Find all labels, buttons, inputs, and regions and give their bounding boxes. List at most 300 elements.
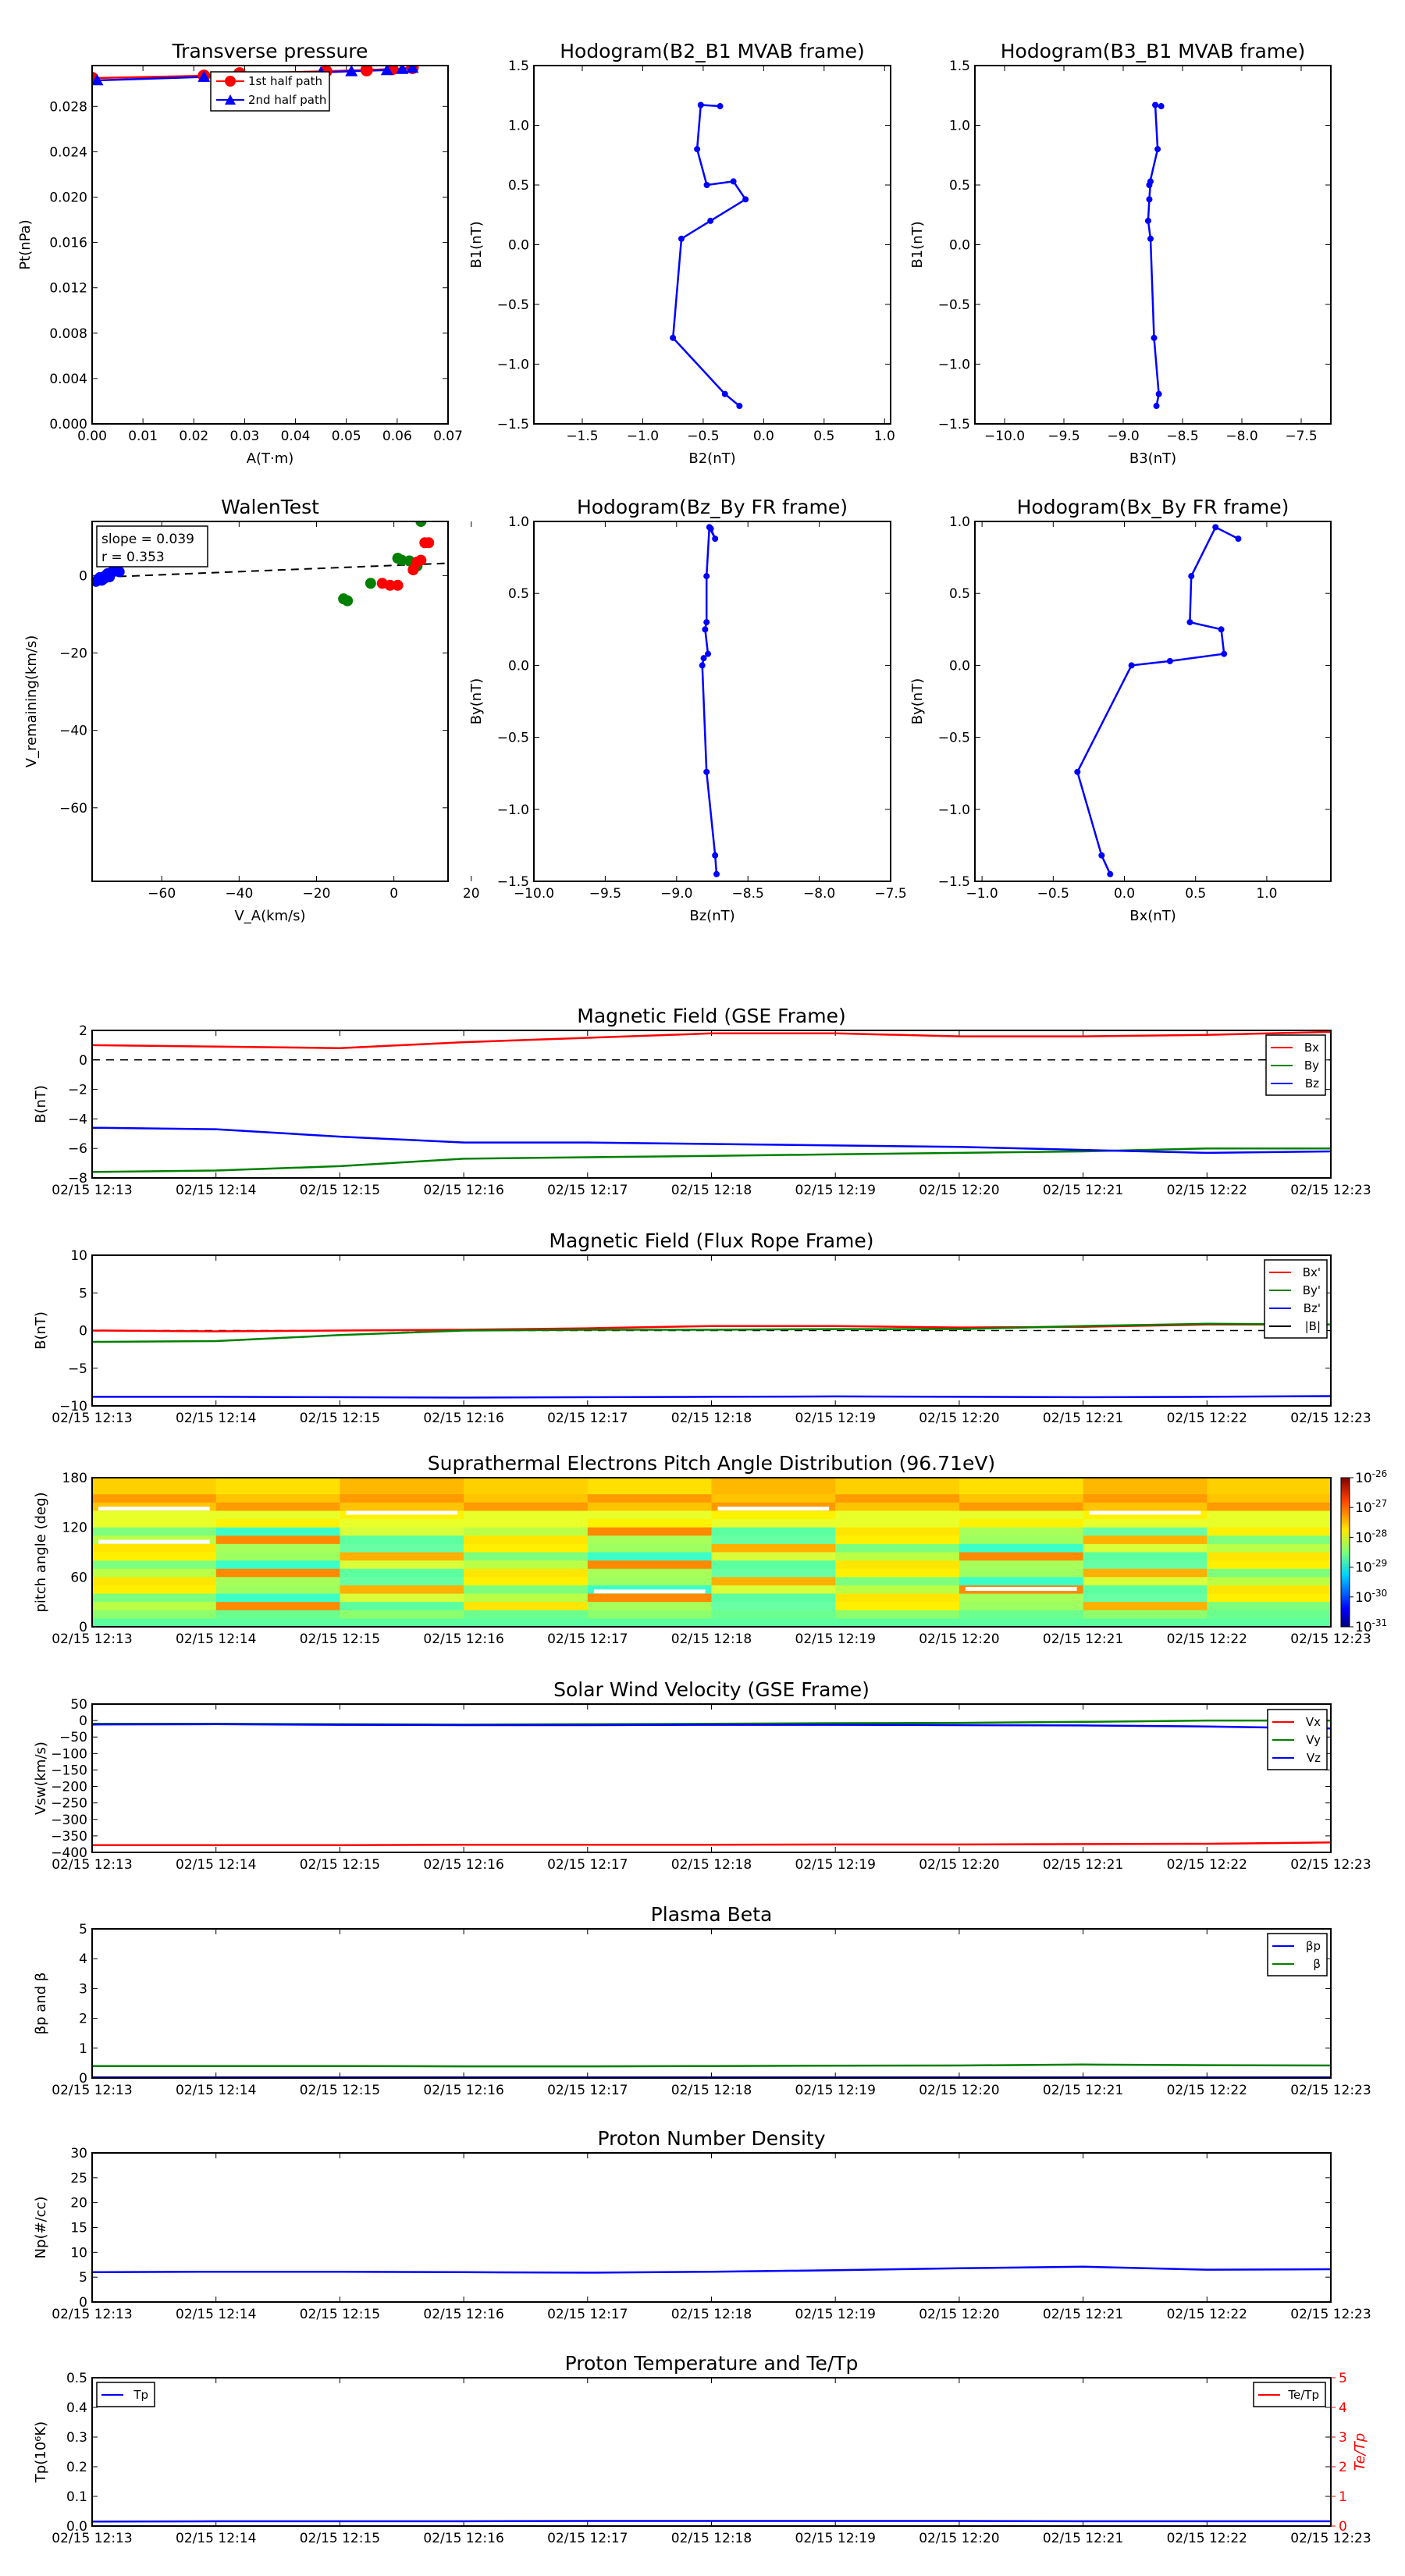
magnetic-field-gse-panel — [33, 1005, 1371, 1198]
y-tick-label: 0.016 — [49, 235, 87, 251]
plot-area — [92, 1929, 1331, 2078]
y-tick-label: −4 — [67, 1112, 87, 1128]
legend-label: Te/Tp — [1288, 2388, 1319, 2402]
x-tick-label: 02/15 12:23 — [1290, 2083, 1371, 2098]
x-tick-label: 02/15 12:23 — [1290, 2307, 1371, 2322]
pad-cell — [588, 1510, 712, 1519]
legend-label: By' — [1302, 1283, 1321, 1297]
pad-cell — [340, 1602, 464, 1610]
y-tick-label: 1.0 — [507, 514, 529, 530]
y-tick-label: 15 — [70, 2220, 87, 2236]
pad-cell — [464, 1577, 588, 1585]
hodogram-point — [707, 218, 713, 224]
y-axis-label: V_remaining(km/s) — [23, 635, 40, 768]
panel-title: Proton Number Density — [597, 2127, 826, 2150]
pad-cell — [588, 1528, 712, 1536]
y-tick-label: 1.0 — [507, 118, 529, 134]
pad-cell — [464, 1544, 588, 1553]
panel-title: Proton Temperature and Te/Tp — [564, 2352, 859, 2375]
pad-cell — [92, 1544, 216, 1553]
pad-cell — [1207, 1560, 1331, 1569]
pad-cell — [1083, 1478, 1208, 1486]
hodogram-point — [698, 101, 704, 108]
hodogram-point — [703, 573, 710, 579]
x-tick-label: 02/15 12:18 — [670, 2307, 752, 2322]
y-tick-label: −1.0 — [937, 357, 970, 373]
pad-cell — [959, 1594, 1083, 1603]
y-axis-label: Tp(10⁶K) — [33, 2421, 49, 2483]
pad-cell — [835, 1602, 959, 1610]
hodogram-point — [694, 146, 700, 152]
x-tick-label: 02/15 12:17 — [547, 2531, 628, 2546]
y-tick-label: 1.0 — [948, 118, 970, 134]
pad-cell — [1083, 1503, 1208, 1511]
y-tick-label: −0.5 — [496, 730, 529, 746]
x-tick-label: 0.01 — [128, 429, 158, 444]
x-tick-label: 02/15 12:18 — [670, 2083, 752, 2098]
x-tick-label: 02/15 12:13 — [52, 1631, 133, 1647]
y-tick-label: 1.0 — [948, 514, 970, 530]
pad-cell — [340, 1585, 464, 1594]
x-tick-label: −0.5 — [1037, 886, 1069, 902]
legend — [1266, 1035, 1325, 1095]
x-tick-label: 02/15 12:18 — [670, 1183, 752, 1198]
pad-cell — [588, 1486, 712, 1495]
y-tick-label: 0.5 — [948, 178, 970, 194]
pad-cell — [588, 1602, 712, 1610]
hodogram-bx-by-panel — [909, 496, 1331, 924]
y-axis-label: Vsw(km/s) — [33, 1742, 49, 1815]
pad-cell — [959, 1544, 1083, 1553]
x-tick-label: 02/15 12:22 — [1166, 1857, 1247, 1873]
pad-cell — [712, 1577, 836, 1585]
pad-cell — [1207, 1494, 1331, 1503]
y-tick-label: 0.020 — [49, 190, 87, 206]
colorbar-label: $10^{-28}$ — [1355, 1528, 1388, 1546]
plot-area — [975, 521, 1331, 881]
pad-cell — [1083, 1618, 1208, 1627]
pad-cell — [1083, 1494, 1208, 1503]
pad-cell — [92, 1560, 216, 1569]
x-tick-label: 0.06 — [382, 429, 412, 444]
pad-cell — [1207, 1535, 1331, 1544]
y-tick-label: −0.5 — [496, 297, 529, 313]
hodogram-point — [1158, 103, 1165, 109]
plot-area — [92, 66, 448, 424]
x-tick-label: 02/15 12:22 — [1166, 2083, 1247, 2098]
pad-cell — [959, 1553, 1083, 1561]
pad-cell — [1083, 1560, 1208, 1569]
pad-cell — [712, 1602, 836, 1610]
x-tick-label: 0.04 — [280, 429, 311, 444]
x-tick-label: 02/15 12:20 — [919, 1631, 1000, 1647]
pad-cell — [588, 1494, 712, 1503]
y-tick-label: 10 — [70, 2245, 87, 2261]
pad-cell — [464, 1602, 588, 1610]
pad-cell — [1083, 1577, 1208, 1585]
colorbar-bar — [1341, 1478, 1350, 1627]
pitch-angle-panel — [33, 1452, 1387, 1647]
y-tick-label: 5 — [79, 2270, 87, 2286]
x-tick-label: −20 — [302, 886, 331, 902]
panel-title: Hodogram(Bx_By FR frame) — [1016, 496, 1289, 518]
y-tick-label: 0 — [79, 1620, 87, 1635]
pad-cell — [588, 1535, 712, 1544]
y-tick-label: −40 — [59, 723, 87, 739]
series-line-2 — [92, 1397, 1331, 1398]
legend — [1268, 1710, 1327, 1770]
pad-cell — [712, 1478, 836, 1486]
x-tick-label: 02/15 12:17 — [547, 2307, 628, 2322]
pad-cell — [712, 1618, 836, 1627]
pad-cell — [588, 1618, 712, 1627]
hodogram-point — [1152, 101, 1158, 108]
x-tick-label: 02/15 12:14 — [176, 1411, 257, 1426]
y-tick-label: 0.024 — [49, 144, 87, 161]
x-tick-label: 02/15 12:19 — [795, 2307, 876, 2322]
pad-cell — [835, 1618, 959, 1627]
panel-title: Solar Wind Velocity (GSE Frame) — [553, 1678, 870, 1701]
y-tick-label: 1.5 — [948, 59, 970, 74]
pad-cell — [1083, 1528, 1208, 1536]
pad-cell — [340, 1519, 464, 1528]
pad-cell — [1083, 1519, 1208, 1528]
y-tick-label: −8 — [67, 1171, 87, 1187]
pad-cell — [1083, 1535, 1208, 1544]
x-tick-label: 02/15 12:15 — [299, 1857, 381, 1873]
hodogram-point — [712, 535, 718, 542]
x-tick-label: 02/15 12:13 — [52, 2307, 133, 2322]
x-tick-label: 1.0 — [873, 429, 895, 444]
pad-cell — [340, 1594, 464, 1603]
colorbar-label: $10^{-26}$ — [1355, 1468, 1388, 1486]
pad-cell — [712, 1553, 836, 1561]
pad-cell — [712, 1486, 836, 1495]
x-tick-label: −7.5 — [1285, 429, 1318, 444]
pad-cell — [959, 1560, 1083, 1569]
x-tick-label: 02/15 12:19 — [795, 1857, 876, 1873]
pad-cell — [959, 1610, 1083, 1619]
pad-cell — [959, 1510, 1083, 1519]
pad-cell — [835, 1610, 959, 1619]
x-tick-label: 02/15 12:23 — [1290, 2531, 1371, 2546]
legend-marker-1st-half — [225, 76, 236, 87]
slope-text: slope = 0.039 — [101, 532, 194, 547]
y-tick-label: 0.000 — [49, 417, 87, 432]
pad-cell — [464, 1585, 588, 1594]
x-tick-label: 02/15 12:13 — [52, 1411, 133, 1426]
data-layer — [92, 2521, 1331, 2522]
legend-label-2nd-half: 2nd half path — [248, 93, 327, 107]
pad-cell — [1083, 1585, 1208, 1594]
panel-title: WalenTest — [221, 496, 319, 518]
hodogram-b3-b1-panel — [909, 40, 1331, 467]
pad-cell — [959, 1486, 1083, 1495]
y-axis-label: B1(nT) — [909, 221, 926, 269]
pad-cell — [959, 1503, 1083, 1511]
pad-cell — [216, 1569, 340, 1578]
x-tick-label: 02/15 12:13 — [52, 1857, 133, 1873]
pad-cell — [216, 1486, 340, 1495]
x-tick-label: 02/15 12:16 — [423, 1411, 504, 1426]
x-tick-label: 0.02 — [179, 429, 209, 444]
pad-cell — [1207, 1594, 1331, 1603]
x-tick-label: 02/15 12:14 — [176, 2307, 257, 2322]
y-axis-label: B1(nT) — [468, 221, 485, 269]
pad-cell — [1207, 1569, 1331, 1578]
pad-cell — [959, 1569, 1083, 1578]
pad-cell — [712, 1544, 836, 1553]
x-tick-label: −8.5 — [731, 886, 764, 902]
x-tick-label: −1.0 — [626, 429, 660, 444]
y-tick-label: 1 — [79, 2041, 87, 2057]
x-tick-label: 02/15 12:16 — [423, 2083, 504, 2098]
y-tick-label: 0.028 — [49, 99, 87, 116]
y-tick-label: 0 — [79, 568, 87, 585]
y-tick-label: −350 — [51, 1828, 87, 1845]
y-tick-label: −6 — [67, 1141, 87, 1158]
plasma-beta-panel — [33, 1903, 1371, 2098]
legend-label: Bz — [1304, 1076, 1319, 1091]
x-tick-label: 02/15 12:20 — [919, 2307, 1000, 2322]
panel-title: Hodogram(Bz_By FR frame) — [576, 496, 848, 518]
pad-cell — [835, 1594, 959, 1603]
legend-label: By — [1304, 1059, 1319, 1073]
pad-cell — [464, 1560, 588, 1569]
x-tick-label: 02/15 12:14 — [176, 2083, 257, 2098]
y-tick-label: −20 — [59, 646, 87, 662]
pad-cell — [1083, 1610, 1208, 1619]
pad-cell — [216, 1560, 340, 1569]
pad-cell — [1083, 1544, 1208, 1553]
pad-cell — [216, 1510, 340, 1519]
panel-title: Magnetic Field (Flux Rope Frame) — [549, 1229, 874, 1252]
x-tick-label: −9.0 — [1107, 429, 1140, 444]
legend-label: β — [1313, 1957, 1321, 1971]
pad-cell — [340, 1544, 464, 1553]
pad-cell — [92, 1569, 216, 1578]
y-tick-label: −10 — [59, 1399, 87, 1414]
y-tick-label: 0.004 — [49, 371, 87, 387]
x-tick-label: −7.5 — [874, 886, 907, 902]
y-tick-label: 0.5 — [948, 586, 970, 603]
y2-tick-label: 2 — [1339, 2460, 1347, 2475]
pad-cell — [216, 1494, 340, 1503]
hodogram-point — [1098, 852, 1104, 859]
x-tick-label: 02/15 12:19 — [795, 1631, 876, 1647]
x-axis-label: A(T·m) — [246, 450, 294, 467]
pad-cell — [464, 1510, 588, 1519]
pad-cell — [464, 1519, 588, 1528]
pad-cell — [712, 1560, 836, 1569]
x-tick-label: 02/15 12:15 — [299, 1411, 381, 1426]
pad-cell — [464, 1486, 588, 1495]
pad-cell — [92, 1494, 216, 1503]
y-tick-label: −5 — [67, 1361, 87, 1377]
pad-cell — [712, 1569, 836, 1578]
colorbar-label: $10^{-31}$ — [1355, 1617, 1388, 1635]
pad-cell — [340, 1560, 464, 1569]
y-tick-label: 3 — [79, 1981, 87, 1998]
x-tick-label: 0.0 — [1113, 886, 1136, 902]
hodogram-point — [731, 178, 737, 184]
walen-point-red — [393, 580, 404, 591]
colorbar — [1341, 1468, 1387, 1635]
y-tick-label: 0.012 — [49, 280, 87, 297]
x-tick-label: 02/15 12:17 — [547, 2083, 628, 2098]
legend-label: Vx — [1305, 1715, 1321, 1729]
y-tick-label: −1.5 — [496, 417, 529, 432]
x-tick-label: 02/15 12:21 — [1042, 1631, 1124, 1647]
pad-cell — [835, 1519, 959, 1528]
hodogram-point — [699, 662, 706, 668]
x-tick-label: 02/15 12:14 — [176, 2531, 257, 2546]
x-tick-label: 02/15 12:17 — [547, 1411, 628, 1426]
y-tick-label: 2 — [79, 2011, 87, 2027]
pad-cell — [216, 1528, 340, 1536]
y-tick-label: −1.5 — [937, 874, 970, 890]
pad-cell — [959, 1494, 1083, 1503]
x-tick-label: 02/15 12:19 — [795, 2083, 876, 2098]
pad-cell — [1207, 1544, 1331, 1553]
pad-cell — [588, 1503, 712, 1511]
legend-label-1st-half: 1st half path — [248, 74, 323, 88]
y-tick-label: 60 — [70, 1570, 87, 1586]
y-axis-label: βp and β — [33, 1972, 49, 2035]
pad-cell — [464, 1569, 588, 1578]
x-tick-label: 02/15 12:18 — [670, 2531, 752, 2546]
x-axis-label: Bx(nT) — [1129, 908, 1176, 924]
hodogram-point — [1154, 146, 1161, 152]
x-tick-label: −40 — [225, 886, 254, 902]
hodogram-point — [717, 103, 724, 109]
pad-cell — [1207, 1519, 1331, 1528]
pad-cell — [588, 1577, 712, 1585]
hodogram-point — [712, 852, 718, 859]
pad-cell — [835, 1535, 959, 1544]
hodogram-point — [708, 525, 714, 532]
pad-cell — [959, 1478, 1083, 1486]
plot-area — [92, 2378, 1331, 2526]
y-tick-label: 0.1 — [66, 2489, 87, 2505]
x-tick-label: 0.00 — [77, 429, 107, 444]
y-tick-label: −1.5 — [496, 874, 529, 890]
x-tick-label: 02/15 12:15 — [299, 2083, 381, 2098]
pad-cell — [1207, 1528, 1331, 1536]
x-tick-label: 0.5 — [813, 429, 835, 444]
pad-gap — [98, 1507, 210, 1510]
hodogram-point — [736, 403, 742, 409]
y-tick-label: 180 — [62, 1471, 87, 1486]
magnetic-field-flux-rope-panel — [33, 1229, 1371, 1426]
colorbar-label: $10^{-29}$ — [1355, 1557, 1388, 1576]
hodogram-point — [1188, 573, 1194, 579]
x-tick-label: 02/15 12:15 — [299, 2307, 381, 2322]
x-tick-label: 02/15 12:20 — [919, 1183, 1000, 1198]
pad-gap — [98, 1540, 210, 1544]
pad-cell — [92, 1519, 216, 1528]
pad-cell — [464, 1610, 588, 1619]
x-tick-label: −10.0 — [984, 429, 1026, 444]
legend-label: Vz — [1306, 1751, 1321, 1765]
pad-cell — [1083, 1602, 1208, 1610]
x-tick-label: 02/15 12:18 — [670, 1631, 752, 1647]
y-tick-label: −400 — [51, 1845, 87, 1861]
pad-cell — [216, 1585, 340, 1594]
y2-axis-label: Te/Tp — [1352, 2432, 1368, 2471]
pad-gap — [1090, 1510, 1201, 1514]
pad-cell — [835, 1503, 959, 1511]
y-tick-label: 0.4 — [66, 2400, 87, 2416]
pad-cell — [588, 1519, 712, 1528]
x-tick-label: 02/15 12:16 — [423, 1183, 504, 1198]
pad-cell — [216, 1618, 340, 1627]
plot-area — [975, 66, 1331, 424]
pad-cell — [340, 1577, 464, 1585]
hodogram-point — [705, 651, 711, 657]
hodogram-point — [1107, 871, 1113, 877]
pad-cell — [92, 1594, 216, 1603]
pad-cell — [92, 1553, 216, 1561]
x-axis-label: B3(nT) — [1129, 450, 1177, 467]
x-tick-label: −1.0 — [966, 886, 998, 902]
y-tick-label: −2 — [67, 1082, 87, 1098]
hodogram-point — [742, 196, 749, 202]
legend-label: |B| — [1304, 1319, 1321, 1333]
x-tick-label: 02/15 12:23 — [1290, 1631, 1371, 1647]
pad-cell — [464, 1503, 588, 1511]
pad-cell — [1207, 1618, 1331, 1627]
y-tick-label: −1.0 — [496, 802, 529, 818]
hodogram-point — [1218, 626, 1225, 632]
y-tick-label: 4 — [79, 1952, 87, 1968]
hodogram-point — [722, 391, 728, 397]
y-tick-label: −200 — [51, 1779, 87, 1795]
pad-cell — [835, 1528, 959, 1536]
pad-cell — [340, 1610, 464, 1619]
y-tick-label: 25 — [70, 2170, 87, 2186]
y-tick-label: 0.0 — [948, 237, 970, 254]
hodogram-point — [1074, 769, 1080, 775]
pad-cell — [835, 1553, 959, 1561]
hodogram-point — [1156, 391, 1162, 397]
pad-cell — [959, 1577, 1083, 1585]
proton-temperature-panel — [33, 2352, 1371, 2546]
colorbar-label: $10^{-27}$ — [1355, 1498, 1388, 1517]
pad-cell — [92, 1486, 216, 1495]
hodogram-b2-b1-panel — [468, 40, 895, 467]
pad-cell — [216, 1478, 340, 1486]
y-tick-label: 20 — [70, 2195, 87, 2211]
x-tick-label: 02/15 12:21 — [1042, 1857, 1124, 1873]
y-tick-label: 0.0 — [507, 658, 529, 674]
x-tick-label: 02/15 12:13 — [52, 1183, 133, 1198]
pad-cell — [588, 1594, 712, 1603]
y-tick-label: −60 — [59, 800, 87, 817]
pad-cell — [216, 1594, 340, 1603]
pad-cell — [712, 1528, 836, 1536]
y-tick-label: 0.008 — [49, 326, 87, 342]
pad-cell — [340, 1478, 464, 1486]
pad-cell — [92, 1577, 216, 1585]
y-tick-label: −1.5 — [937, 417, 970, 432]
panel-title: Magnetic Field (GSE Frame) — [577, 1005, 846, 1027]
pad-cell — [835, 1510, 959, 1519]
y-tick-label: 0.2 — [66, 2460, 87, 2475]
pad-gap — [594, 1589, 706, 1593]
pad-cell — [340, 1618, 464, 1627]
y-tick-label: 10 — [70, 1248, 87, 1264]
